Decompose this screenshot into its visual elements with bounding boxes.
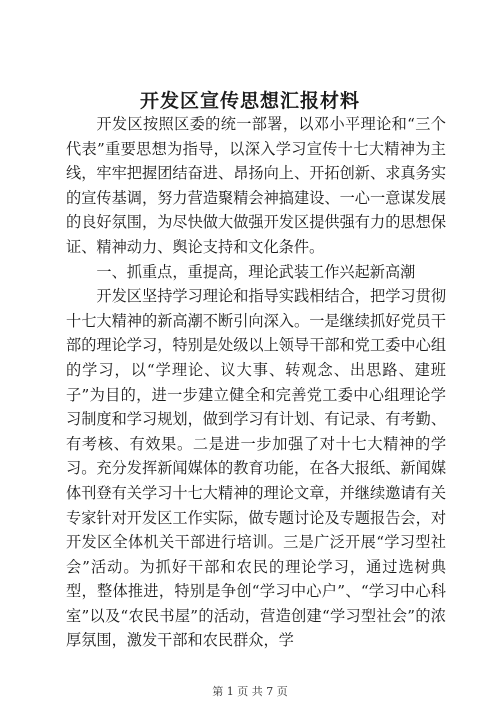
document-title: 开发区宣传思想汇报材料 xyxy=(139,90,360,112)
section-heading: 一、抓重点，重提高，理论武装工作兴起新高潮 xyxy=(96,262,416,281)
page-footer: 第 1 页 共 7 页 xyxy=(212,685,288,698)
body-paragraph: 开发区坚持学习理论和指导实践相结合，把学习贯彻十七大精神的新高潮不断引向深入。一是继续抓好党员干部的理论学习，特别是处级以上领导干部和党工委中心组的学习，以“学理论、议大事、转观念、出思路、建班子”为目的，进一步建立健全和完善党工委中心组理论学习制度和学习规划，做到学习有计划、有记录、有考勤、有考核、有效果。二是进一步加强了对十七大精神的学习。充分发挥新闻媒体的教育功能，在各大报纸、新闻媒体刊登有关学习十七大精神的理论文章，并继续邀请有关专家针对开发区工作实际，做专题讨论及专题报告会，对开发区全体机关干部进行培训。三是广泛开展“学习型社会”活动。为抓好干部和农民的理论学习，通过选树典型，整体推进，特别是争创“学习中心户”、“学习中心科室”以及“农民书屋”的活动，营造创建“学习型社会”的浓厚氛围，激发干部和农民群众，学 xyxy=(66,287,446,650)
intro-paragraph: 开发区按照区委的统一部署，以邓小平理论和“三个代表”重要思想为指导，以深入学习宣传十七大精神为主线，牢牢把握团结奋进、昂扬向上、开拓创新、求真务实的宣传基调，努力营造聚精会神搞建设、一心一意谋发展的良好氛围，为尽快做大做强开发区提供强有力的思想保证、精神动力、舆论支持和文化条件。 xyxy=(66,115,446,256)
document-body xyxy=(66,112,446,653)
